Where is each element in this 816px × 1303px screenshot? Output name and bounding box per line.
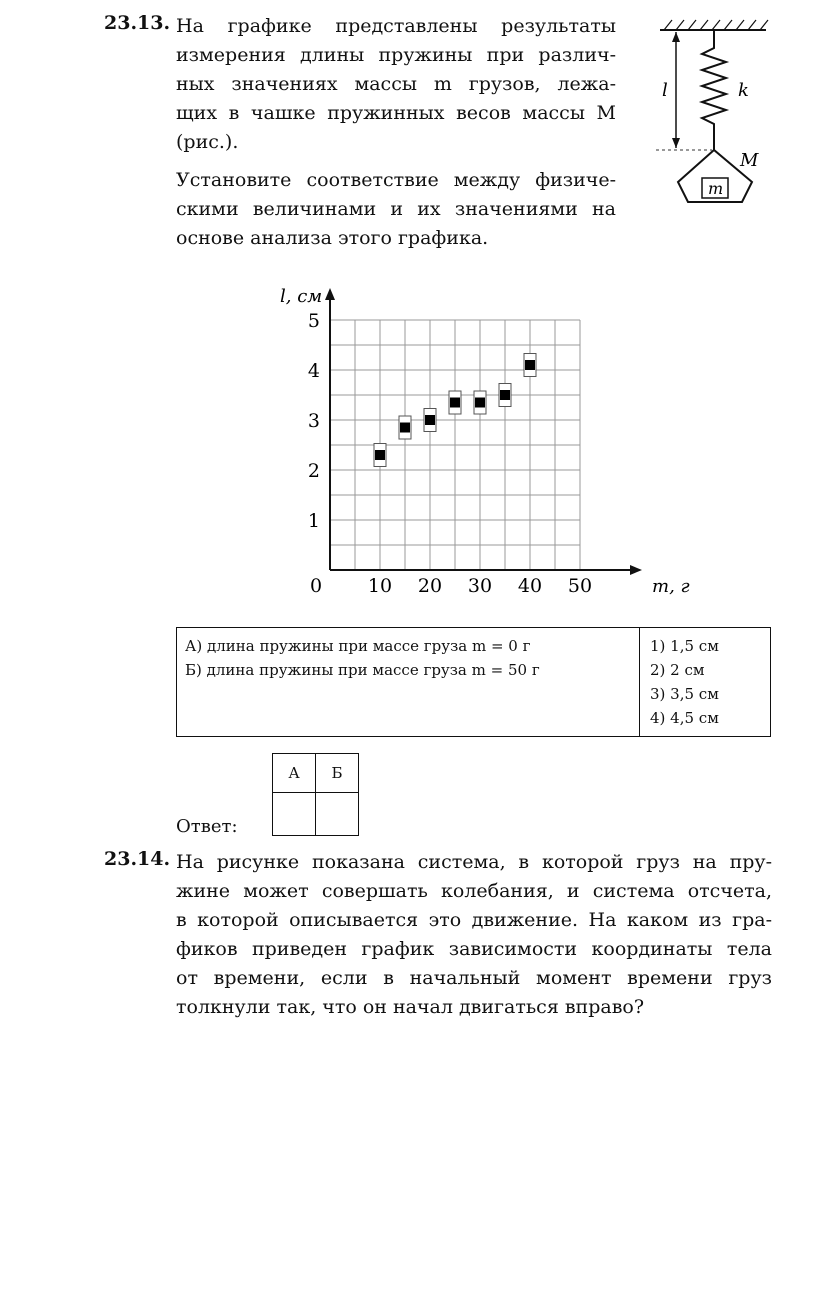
text-line: в которой описывается это движение. На каком из гра-: [176, 909, 772, 931]
y-tick-label: 2: [307, 460, 320, 482]
value-option: 1) 1,5 см: [650, 637, 719, 655]
x-axis-label: m, г: [652, 576, 690, 597]
y-axis-label: l, см: [280, 286, 323, 307]
data-point: [475, 398, 485, 408]
y-tick-label: 1: [307, 510, 320, 532]
value-option: 3) 3,5 см: [650, 685, 719, 703]
x-tick-label: 20: [417, 575, 443, 597]
spring-length-chart: [260, 270, 690, 610]
problem-23-13-text: [176, 12, 616, 157]
label-k: k: [738, 80, 749, 101]
answer-cell-a[interactable]: [273, 793, 316, 836]
answer-grid: [272, 753, 359, 836]
data-point: [450, 398, 460, 408]
answer-header-b: Б: [316, 754, 359, 793]
x-tick-label: 40: [517, 575, 543, 597]
matching-quantities: [177, 628, 640, 736]
label-M: M: [740, 150, 759, 171]
label-l: l: [662, 80, 668, 101]
answer-cell-b[interactable]: [316, 793, 359, 836]
text-line: На рисунке показана система, в которой груз на пру-: [176, 851, 772, 873]
spring-scale-figure: [652, 10, 772, 210]
value-option: 4) 4,5 см: [650, 709, 719, 727]
text-line: фиков приведен график зависимости координаты тела: [176, 938, 772, 960]
text-line: (рис.).: [176, 131, 239, 153]
y-tick-label: 4: [307, 360, 320, 382]
problem-23-13-task: [176, 166, 616, 253]
x-tick-label: 30: [467, 575, 493, 597]
value-option: 2) 2 см: [650, 661, 705, 679]
text-line: измерения длины пружины при различ-: [176, 44, 616, 66]
x-axis-arrow: [630, 565, 642, 575]
text-line: ных значениях массы m грузов, лежа-: [176, 73, 616, 95]
spring-icon: [702, 30, 726, 150]
text-line: скими величинами и их значениями на: [176, 198, 616, 220]
text-line: Установите соответствие между физиче-: [176, 169, 616, 191]
y-axis-arrow: [325, 288, 335, 300]
y-tick-label: 5: [307, 310, 320, 332]
data-point: [400, 423, 410, 433]
quantity-b: Б) длина пружины при массе груза m = 50 г: [185, 661, 540, 679]
matching-values: [650, 634, 719, 730]
data-point: [375, 450, 385, 460]
answer-label: Ответ:: [176, 816, 238, 837]
text-line: щих в чашке пружинных весов массы M: [176, 102, 616, 124]
answer-header-a: А: [273, 754, 316, 793]
text-line: На графике представлены результаты: [176, 15, 616, 37]
data-point: [525, 360, 535, 370]
problem-number-23-14: 23.14.: [104, 848, 171, 870]
x-tick-label: 10: [367, 575, 393, 597]
x-tick-label: 50: [567, 575, 593, 597]
text-line: жине может совершать колебания, и система отсчета,: [176, 880, 772, 902]
problem-number-23-13: 23.13.: [104, 12, 171, 34]
text-line: от времени, если в начальный момент времени груз: [176, 967, 772, 989]
data-point: [425, 415, 435, 425]
text-line: основе анализа этого графика.: [176, 227, 489, 249]
label-m: m: [708, 179, 724, 198]
quantity-a: А) длина пружины при массе груза m = 0 г: [185, 637, 531, 655]
origin-label: 0: [309, 575, 323, 597]
text-line: толкнули так, что он начал двигаться вправо?: [176, 996, 645, 1018]
problem-23-14-text: [176, 848, 772, 1022]
data-point: [500, 390, 510, 400]
y-tick-label: 3: [307, 410, 320, 432]
matching-table: [176, 627, 771, 737]
